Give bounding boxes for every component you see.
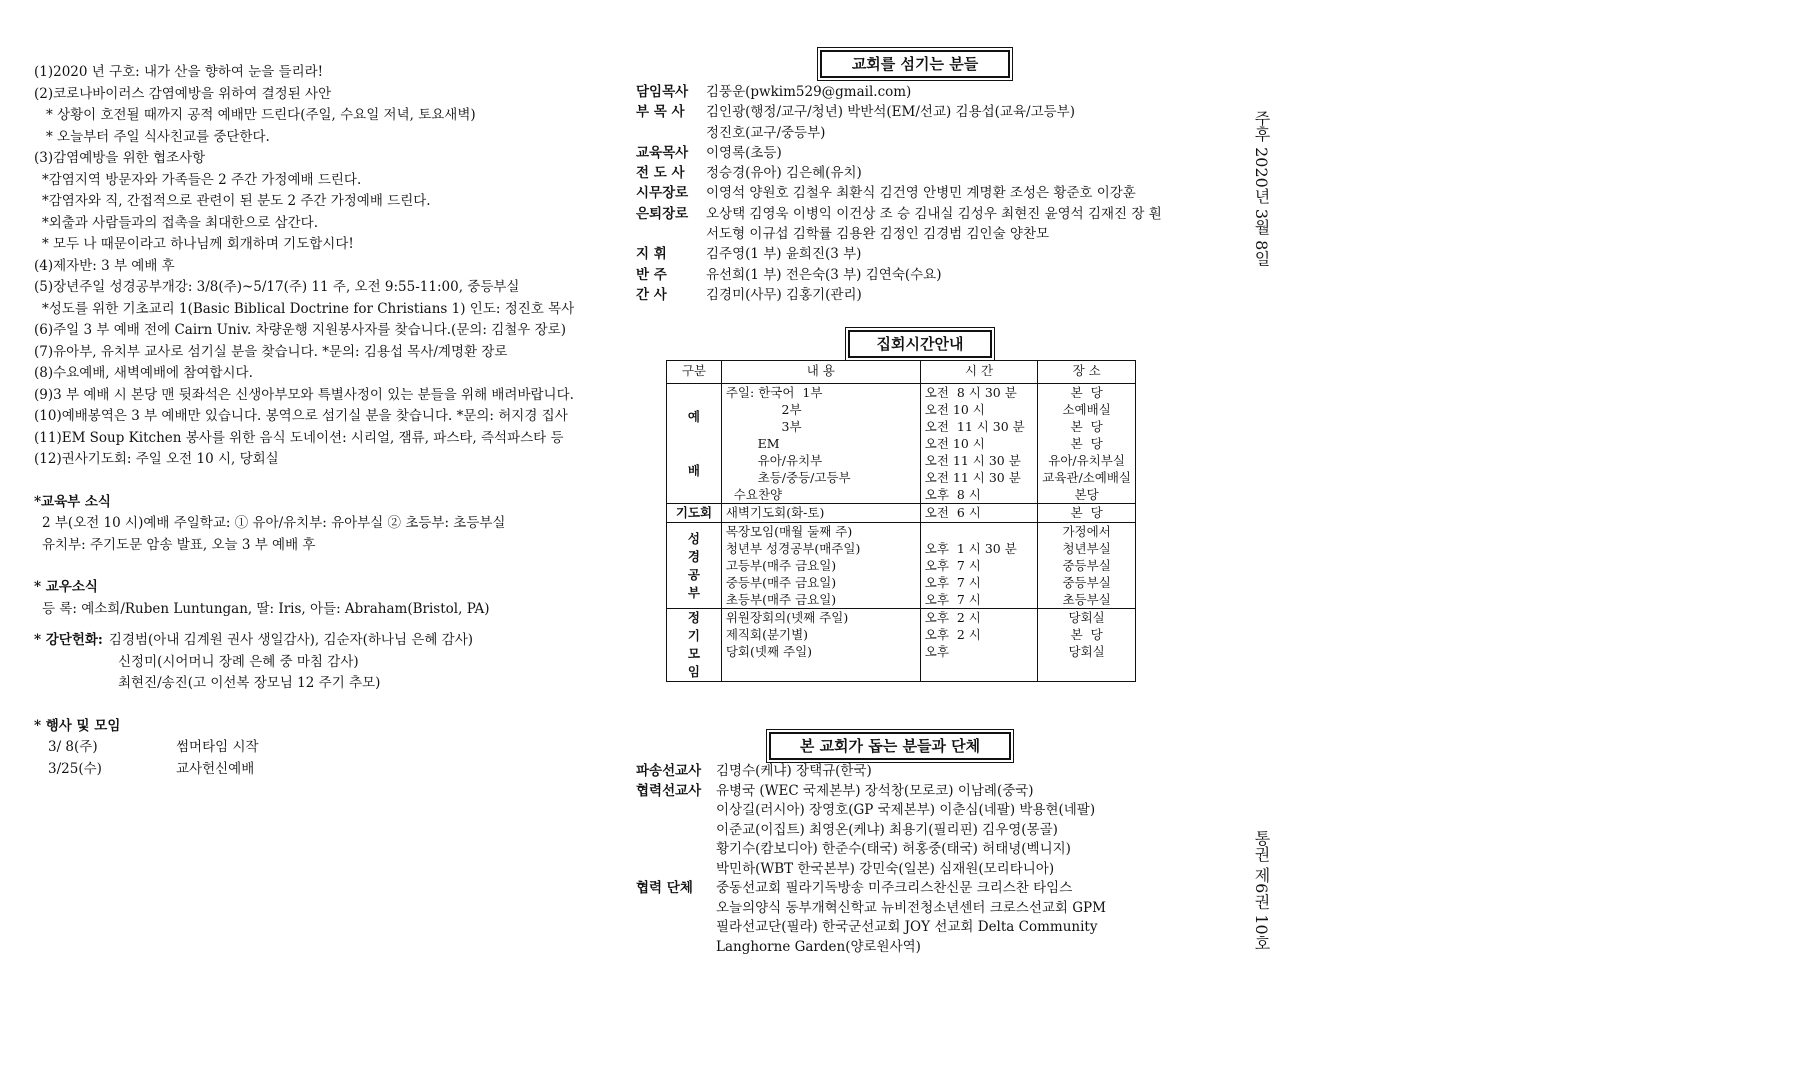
mission-row	[636, 782, 1196, 802]
event-date: 3/25(수)	[48, 760, 102, 777]
mission-row	[636, 801, 1196, 821]
schedule-item-name: 고등부(매주 금요일)	[725, 558, 837, 573]
mission-names: 박민하(WBT 한국본부) 강민숙(일본) 심재원(모리타니아)	[716, 860, 1055, 877]
schedule-item-name: 수요찬양	[725, 487, 783, 502]
announcement-line: (10)예배봉역은 3 부 예배만 있습니다. 봉역으로 섬기실 분을 찾습니다. *문의: 허지경 집사	[34, 408, 568, 424]
schedule-header-row	[667, 361, 1136, 384]
mission-names: 필라선교단(필라) 한국군선교회 JOY 선교회 Delta Community	[716, 919, 1098, 935]
officer-role	[636, 123, 706, 143]
schedule-item-name: 위원장회의(넷째 주일)	[725, 610, 849, 625]
event-row	[34, 737, 624, 759]
officer-names: 김인광(행정/교구/청년) 박반석(EM/선교) 김용섭(교육/고등부)	[706, 104, 1075, 121]
schedule-item-place: 교육관/소예배실	[1042, 470, 1131, 485]
schedule-item-name: 중등부(매주 금요일)	[725, 575, 837, 590]
schedule-item-place: 본 당	[1070, 505, 1103, 520]
schedule-item-place: 본 당	[1070, 627, 1103, 642]
schedule-item-time: 오전 8 시 30 분	[924, 385, 1017, 400]
officer-role: 간 사	[636, 286, 667, 303]
announcement-line: (1)2020 년 구호: 내가 산을 향하여 눈을 들리라!	[34, 64, 324, 80]
officers-list	[636, 82, 1196, 305]
education-news-heading: *교육부 소식	[34, 493, 111, 510]
announcements-column	[34, 62, 624, 780]
officer-names: 이영록(초등)	[706, 144, 782, 161]
officer-names: 유선희(1 부) 전은숙(3 부) 김연숙(수요)	[706, 266, 942, 283]
mission-category	[636, 860, 716, 880]
officer-row	[636, 82, 1196, 102]
mission-row	[636, 899, 1196, 919]
mission-category	[636, 840, 716, 860]
announcement-line: *외출과 사람들과의 접촉을 최대한으로 삼간다.	[42, 214, 318, 231]
announcement-list	[34, 62, 624, 471]
mission-category	[636, 899, 716, 919]
mission-category: 파송선교사	[636, 763, 702, 779]
officer-row	[636, 183, 1196, 203]
announcement-line: (4)제자반: 3 부 예배 후	[34, 257, 175, 274]
mission-names: 오늘의양식 동부개혁신학교 뉴비전청소년센터 크로스선교회 GPM	[716, 899, 1106, 916]
schedule-item-place: 본 당	[1070, 385, 1103, 400]
schedule-name-cell	[721, 523, 920, 609]
schedule-item-time: 오전 11 시 30 분	[924, 453, 1021, 468]
mission-row	[636, 860, 1196, 880]
officer-role: 은퇴장로	[636, 205, 689, 222]
officer-names: 서도형 이규섭 김학률 김용완 김정인 김경범 김인술 양찬모	[706, 226, 1050, 243]
announcement-line: *감염자와 직, 간접적으로 관련이 된 분도 2 주간 가정예배 드린다.	[42, 193, 431, 209]
officer-names: 정진호(교구/중등부)	[706, 124, 826, 141]
schedule-item-time: 오후 2 시	[924, 627, 981, 642]
schedule-item-place: 초등부실	[1062, 592, 1111, 607]
announcement-line: *감염지역 방문자와 가족들은 2 주간 가정예배 드린다.	[42, 171, 362, 188]
schedule-header-time: 시 간	[920, 361, 1037, 384]
schedule-header-content: 내 용	[721, 361, 920, 384]
announcement-line: (12)권사기도회: 주일 오전 10 시, 당회실	[34, 451, 279, 467]
bulletin-issue-number: 통권 제6권 10호	[1252, 830, 1271, 951]
schedule-time-cell	[920, 523, 1037, 609]
announcement-line: (11)EM Soup Kitchen 봉사를 위한 음식 도네이션: 시리얼, 잼류, 파스타, 즉석파스타 등	[34, 429, 564, 446]
member-news-heading: * 교우소식	[34, 579, 98, 595]
altar-flowers-line: 최현진/송진(고 이선복 장모님 12 주기 추모)	[118, 675, 381, 691]
schedule-name-cell	[721, 504, 920, 523]
schedule-place-cell	[1038, 384, 1136, 504]
officer-role	[636, 224, 706, 244]
officer-names: 정승경(유아) 김은혜(유치)	[706, 165, 862, 182]
schedule-item-place: 가정에서	[1062, 524, 1111, 539]
officer-row	[636, 224, 1196, 244]
schedule-table	[666, 360, 1136, 682]
schedule-time-cell	[920, 384, 1037, 504]
schedule-item-time: 오전 6 시	[924, 505, 981, 520]
schedule-item-name: 제직회(분기별)	[725, 627, 809, 642]
announcement-line: *성도를 위한 기초교리 1(Basic Biblical Doctrine for Christians 1) 인도: 정진호 목사	[42, 300, 575, 317]
member-news-line: 등 록: 예소희/Ruben Luntungan, 딸: Iris, 아들: Abraham(Bristol, PA)	[42, 600, 490, 617]
officer-role: 시무장로	[636, 185, 689, 202]
schedule-place-cell	[1038, 504, 1136, 523]
altar-flowers-line: 김경범(아내 김계원 권사 생일감사), 김순자(하나님 은혜 감사)	[108, 632, 474, 648]
schedule-item-time: 오후 7 시	[924, 592, 981, 607]
event-row	[34, 759, 624, 781]
schedule-category: 정 기 모 임	[667, 609, 722, 682]
schedule-item-name: 청년부 성경공부(매주일)	[725, 541, 861, 556]
schedule-item-name: 당회(넷째 주일)	[725, 644, 813, 659]
mission-names: 이상길(러시아) 장영호(GP 국제본부) 이춘심(네팔) 박용현(네팔)	[716, 802, 1096, 818]
officer-names: 김경미(사무) 김홍기(관리)	[706, 286, 862, 303]
officer-row	[636, 123, 1196, 143]
officer-names: 오상택 김영욱 이병익 이건상 조 승 김내실 김성우 최현진 윤영석 김재진 장 훤	[706, 205, 1162, 222]
schedule-item-name: EM	[725, 436, 780, 451]
mission-row	[636, 918, 1196, 938]
schedule-category: 성 경 공 부	[667, 523, 722, 609]
mission-category	[636, 821, 716, 841]
event-date: 3/ 8(주)	[48, 739, 98, 755]
schedule-item-place: 소예배실	[1062, 402, 1111, 417]
schedule-category: 예 배	[667, 384, 722, 504]
officer-row	[636, 285, 1196, 305]
schedule-item-time: 오전 11 시 30 분	[924, 419, 1025, 434]
schedule-place-cell	[1038, 609, 1136, 682]
missions-list	[636, 762, 1196, 957]
schedule-header-place: 장 소	[1038, 361, 1136, 384]
schedule-item-name: 초등부(매주 금요일)	[725, 592, 837, 607]
schedule-item-time: 오후 8 시	[924, 487, 981, 502]
schedule-item-place: 본 당	[1070, 436, 1103, 451]
schedule-time-cell	[920, 609, 1037, 682]
event-name: 교사헌신예배	[176, 760, 255, 777]
announcement-line: (3)감염예방을 위한 협조사항	[34, 150, 206, 166]
schedule-header-category: 구분	[667, 361, 722, 384]
schedule-title: 집회시간안내	[848, 330, 992, 358]
schedule-group-row	[667, 504, 1136, 523]
education-news-line: 2 부(오전 10 시)예배 주일학교: ① 유아/유치부: 유아부실 ② 초등부: 초등부실	[42, 515, 506, 531]
schedule-item-time: 오후 7 시	[924, 558, 981, 573]
officer-role: 부 목 사	[636, 104, 685, 121]
schedule-group-row	[667, 523, 1136, 609]
schedule-item-place: 유아/유치부실	[1048, 453, 1125, 468]
announcement-line: (5)장년주일 성경공부개강: 3/8(주)~5/17(주) 11 주, 오전 9:55-11:00, 중등부실	[34, 279, 520, 295]
officer-role: 교육목사	[636, 144, 689, 161]
event-name: 썸머타임 시작	[176, 739, 259, 755]
officer-row	[636, 102, 1196, 122]
schedule-item-name: 목장모임(매월 둘째 주)	[725, 524, 853, 539]
officer-role: 전 도 사	[636, 165, 685, 182]
announcement-line: (6)주일 3 부 예배 전에 Cairn Univ. 차량운행 지원봉사자를 찾습니다.(문의: 김철우 장로)	[34, 322, 566, 338]
schedule-item-time: 오후 2 시	[924, 610, 981, 625]
mission-category: 협력 단체	[636, 880, 693, 896]
officer-role: 반 주	[636, 266, 667, 283]
announcement-line: (8)수요예배, 새벽예배에 참여합시다.	[34, 365, 253, 381]
events-heading: * 행사 및 모임	[34, 717, 121, 734]
mission-names: Langhorne Garden(양로원사역)	[716, 938, 921, 955]
officer-row	[636, 143, 1196, 163]
schedule-group-row	[667, 384, 1136, 504]
schedule-item-place: 당회실	[1068, 644, 1105, 659]
schedule-item-name: 2부	[725, 402, 802, 417]
schedule-item-name: 유아/유치부	[725, 453, 823, 468]
schedule-item-time: 오전 11 시 30 분	[924, 470, 1021, 485]
officer-row	[636, 244, 1196, 264]
announcement-line: (2)코로나바이러스 감염예방을 위하여 결정된 사안	[34, 85, 332, 102]
mission-names: 김명수(케냐) 장택규(한국)	[716, 763, 872, 779]
schedule-name-cell	[721, 384, 920, 504]
schedule-item-time	[925, 523, 1033, 540]
mission-row	[636, 879, 1196, 899]
mission-row	[636, 938, 1196, 958]
mission-names: 중동선교회 필라기독방송 미주크리스찬신문 크리스찬 타임스	[716, 880, 1073, 896]
schedule-item-name: 3부	[725, 419, 802, 434]
officer-names: 김주영(1 부) 윤희진(3 부)	[706, 246, 862, 263]
announcement-line: (7)유아부, 유치부 교사로 섬기실 분을 찾습니다. *문의: 김용섭 목사/계명환 장로	[34, 343, 508, 360]
education-news-line: 유치부: 주기도문 암송 발표, 오늘 3 부 예배 후	[42, 536, 316, 553]
schedule-item-place: 중등부실	[1062, 575, 1111, 590]
schedule-item-name: 새벽기도회(화-토)	[725, 505, 825, 520]
bulletin-date: 주후 2020년 3월 8일	[1252, 110, 1271, 267]
mission-category	[636, 801, 716, 821]
officer-role: 지 휘	[636, 246, 667, 263]
schedule-item-time: 오전 10 시	[924, 402, 985, 417]
schedule-item-name: 초등/중등/고등부	[725, 470, 851, 485]
announcement-line: * 상황이 호전될 때까지 공적 예배만 드린다(주일, 수요일 저녁, 토요새벽)	[46, 107, 476, 123]
schedule-item-time: 오후 7 시	[924, 575, 981, 590]
schedule-item-place: 청년부실	[1062, 541, 1111, 556]
announcement-line: * 모두 나 때문이라고 하나님께 회개하며 기도합시다!	[42, 236, 354, 252]
mission-row	[636, 821, 1196, 841]
mission-names: 황기수(캄보디아) 한준수(태국) 허홍중(태국) 허태녕(벡니지)	[716, 841, 1071, 857]
schedule-item-time: 오후 1 시 30 분	[924, 541, 1017, 556]
officer-row	[636, 163, 1196, 183]
announcement-line: (9)3 부 예배 시 본당 맨 뒷좌석은 신생아부모와 특별사정이 있는 분들을 위해 배려바랍니다.	[34, 386, 574, 403]
schedule-group-row	[667, 609, 1136, 682]
mission-names: 유병국 (WEC 국제본부) 장석창(모로코) 이남례(중국)	[716, 782, 1034, 799]
altar-flowers-heading: * 강단헌화:	[34, 632, 103, 648]
schedule-item-time: 오후	[924, 644, 949, 659]
schedule-name-cell	[721, 609, 920, 682]
mission-row	[636, 840, 1196, 860]
schedule-item-name: 주일: 한국어 1부	[725, 385, 823, 400]
schedule-category: 기도회	[667, 504, 722, 523]
schedule-item-time: 오전 10 시	[924, 436, 985, 451]
schedule-time-cell	[920, 504, 1037, 523]
officer-names: 이영석 양원호 김철우 최환식 김건영 안병민 계명환 조성은 황준호 이강훈	[706, 185, 1136, 202]
mission-row	[636, 762, 1196, 782]
mission-category: 협력선교사	[636, 782, 702, 799]
officer-row	[636, 204, 1196, 224]
missions-title: 본 교회가 돕는 분들과 단체	[769, 732, 1011, 760]
mission-category	[636, 938, 716, 958]
schedule-item-place: 본당	[1074, 487, 1099, 502]
schedule-place-cell	[1038, 523, 1136, 609]
altar-flowers-line: 신정미(시어머니 장례 은혜 중 마침 감사)	[118, 653, 359, 670]
announcement-line: * 오늘부터 주일 식사친교를 중단한다.	[46, 128, 270, 145]
mission-names: 이준교(이집트) 최영온(케냐) 최용기(필리핀) 김우영(몽골)	[716, 821, 1058, 838]
officer-names: 김풍운(pwkim529@gmail.com)	[706, 84, 912, 100]
mission-category	[636, 918, 716, 938]
schedule-item-place: 중등부실	[1062, 558, 1111, 573]
schedule-item-place: 본 당	[1070, 419, 1103, 434]
officer-row	[636, 265, 1196, 285]
officers-title: 교회를 섬기는 분들	[820, 50, 1010, 78]
officer-role: 담임목사	[636, 84, 689, 100]
schedule-item-place: 당회실	[1068, 610, 1105, 625]
